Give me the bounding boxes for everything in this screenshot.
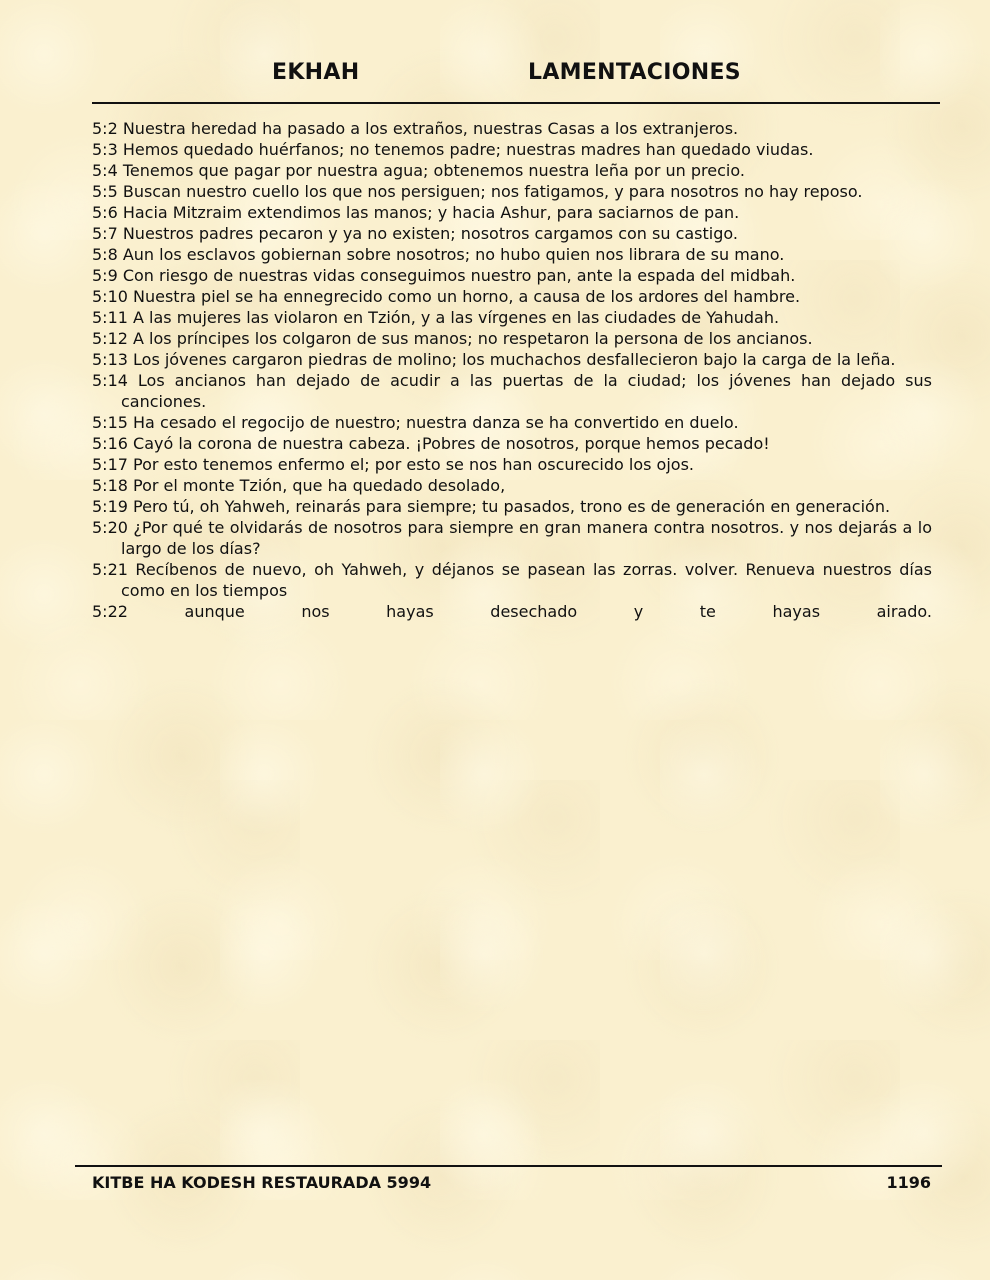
verse-5-17: 5:17 Por esto tenemos enfermo el; por esto se nos han oscurecido los ojos. [92,455,694,474]
verse-5-14: 5:14 Los ancianos han dejado de acudir a las puertas de la ciudad; los jóvenes han dejado sus canciones. [92,371,932,411]
verse-5-3: 5:3 Hemos quedado huérfanos; no tenemos padre; nuestras madres han quedado viudas. [92,140,814,159]
verse-5-8: 5:8 Aun los esclavos gobiernan sobre nosotros; no hubo quien nos librara de su mano. [92,245,785,264]
verse-5-6: 5:6 Hacia Mitzraim extendimos las manos; y hacia Ashur, para saciarnos de pan. [92,203,740,222]
verse-5-7: 5:7 Nuestros padres pecaron y ya no existen; nosotros cargamos con su castigo. [92,224,738,243]
verse-5-16: 5:16 Cayó la corona de nuestra cabeza. ¡Pobres de nosotros, porque hemos pecado! [92,434,770,453]
book-title-hebrew: EKHAH [272,60,360,85]
page-number: 1196 [886,1173,931,1192]
page-header [92,58,940,104]
edition-title: KITBE HA KODESH RESTAURADA 5994 [92,1173,432,1192]
verse-5-20: 5:20 ¿Por qué te olvidarás de nosotros para siempre en gran manera contra nosotros. y nos dejarás a lo largo de los días? [92,518,932,558]
verse-5-11: 5:11 A las mujeres las violaron en Tzión, y a las vírgenes en las ciudades de Yahudah. [92,308,780,327]
verse-list [92,118,932,622]
verse-5-18: 5:18 Por el monte Tzión, que ha quedado desolado, [92,476,506,495]
verse-5-22: 5:22 aunque nos hayas desechado y te hayas airado. [92,602,932,621]
verse-5-4: 5:4 Tenemos que pagar por nuestra agua; obtenemos nuestra leña por un precio. [92,161,745,180]
book-title-spanish: LAMENTACIONES [528,60,741,85]
verse-5-21: 5:21 Recíbenos de nuevo, oh Yahweh, y déjanos se pasean las zorras. volver. Renueva nuestros días como en los tiempos [92,560,932,600]
verse-5-19: 5:19 Pero tú, oh Yahweh, reinarás para siempre; tu pasados, trono es de generación en generación. [92,497,891,516]
page-footer [75,1165,942,1192]
verse-5-13: 5:13 Los jóvenes cargaron piedras de molino; los muchachos desfallecieron bajo la carga de la leña. [92,350,896,369]
verse-5-15: 5:15 Ha cesado el regocijo de nuestro; nuestra danza se ha convertido en duelo. [92,413,739,432]
verse-5-12: 5:12 A los príncipes los colgaron de sus manos; no respetaron la persona de los ancianos. [92,329,813,348]
verse-5-10: 5:10 Nuestra piel se ha ennegrecido como un horno, a causa de los ardores del hambre. [92,287,801,306]
verse-5-5: 5:5 Buscan nuestro cuello los que nos persiguen; nos fatigamos, y para nosotros no hay reposo. [92,182,863,201]
verse-5-2: 5:2 Nuestra heredad ha pasado a los extraños, nuestras Casas a los extranjeros. [92,119,739,138]
verse-5-9: 5:9 Con riesgo de nuestras vidas conseguimos nuestro pan, ante la espada del midbah. [92,266,796,285]
